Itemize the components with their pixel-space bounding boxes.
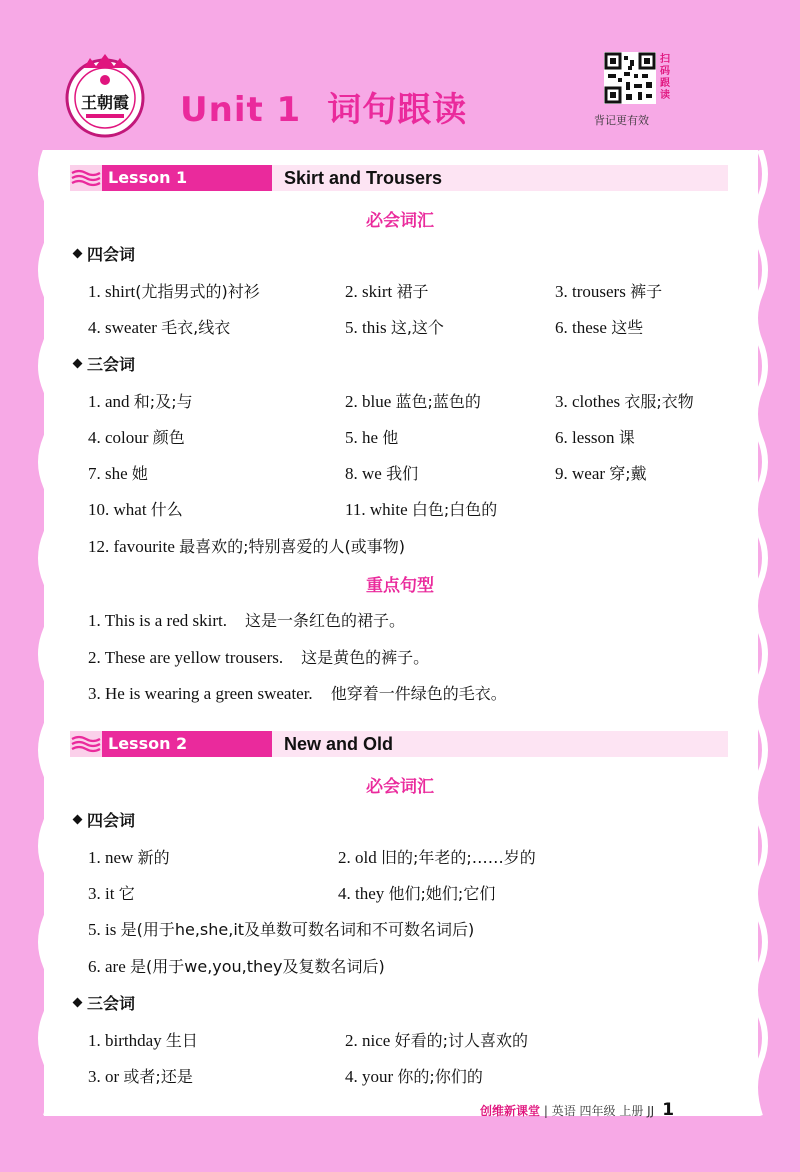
qr-side-label: 扫码跟读 [660, 54, 670, 101]
vocab-item: 4. they 他们;她们;它们 [338, 884, 496, 903]
vocab-item: 9. wear 穿;戴 [555, 464, 647, 483]
page-number: 1 [662, 1100, 675, 1120]
vocab-item: 2. old 旧的;年老的;……岁的 [338, 848, 536, 867]
stripes-icon [70, 731, 102, 757]
sentence-item: 3. He is wearing a green sweater. 他穿着一件绿色的毛衣。 [88, 684, 507, 703]
vocab-item: 6. are 是(用于we,you,they及复数名词后) [88, 957, 385, 976]
lesson-tag: Lesson 2 [102, 731, 272, 757]
vocab-item: 3. it 它 [88, 884, 135, 903]
vocab-item: 12. favourite 最喜欢的;特别喜爱的人(或事物) [88, 537, 405, 556]
section-title: 必会词汇 [366, 211, 434, 231]
vocab-item: 4. colour 颜色 [88, 428, 185, 447]
vocab-item: 10. what 什么 [88, 500, 183, 519]
logo-text: 王朝霞 [80, 93, 130, 112]
vocab-item: 4. sweater 毛衣,线衣 [88, 318, 231, 337]
vocab-item: 7. she 她 [88, 464, 148, 483]
vocab-item: 5. is 是(用于he,she,it及单数可数名词和不可数名词后) [88, 920, 475, 939]
page-footer: 创维新课堂 | 英语 四年级 上册 JJ 1 [480, 1100, 675, 1120]
vocab-item: 1. shirt(尤指男式的)衬衫 [88, 282, 260, 301]
page-title [180, 82, 467, 131]
sentence-item: 2. These are yellow trousers. 这是黄色的裤子。 [88, 648, 430, 667]
vocab-item: 3. clothes 衣服;衣物 [555, 392, 694, 411]
unit-subtitle: 词句跟读 [327, 90, 468, 130]
vocab-item: 1. birthday 生日 [88, 1031, 198, 1050]
stripes-icon [70, 165, 102, 191]
vocab-item: 1. new 新的 [88, 848, 170, 867]
category-label: 三会词 [74, 352, 135, 375]
vocab-item: 1. and 和;及;与 [88, 392, 193, 411]
logo-badge [62, 52, 148, 138]
vocab-item: 3. or 或者;还是 [88, 1067, 193, 1086]
section-title: 重点句型 [366, 576, 434, 596]
diamond-bullet-icon [73, 249, 83, 259]
vocab-item: 8. we 我们 [345, 464, 419, 483]
footer-brand: 创维新课堂 [480, 1104, 541, 1118]
header [0, 0, 800, 150]
footer-info: 英语 四年级 上册 JJ [551, 1104, 655, 1118]
lesson-1-header [70, 165, 728, 191]
vocab-item: 6. these 这些 [555, 318, 644, 337]
lesson-tag: Lesson 1 [102, 165, 272, 191]
vocab-item: 2. blue 蓝色;蓝色的 [345, 392, 481, 411]
lesson-name: New and Old [284, 734, 394, 754]
vocab-item: 2. skirt 裙子 [345, 282, 429, 301]
vocab-item: 4. your 你的;你们的 [345, 1067, 483, 1086]
unit-label: Unit 1 [180, 90, 302, 130]
category-label: 四会词 [74, 242, 135, 265]
diamond-bullet-icon [73, 815, 83, 825]
vocab-item: 2. nice 好看的;讨人喜欢的 [345, 1031, 528, 1050]
section-title: 必会词汇 [366, 777, 434, 797]
qr-code-icon[interactable] [604, 52, 656, 104]
vocab-item: 6. lesson 课 [555, 428, 635, 447]
sentence-item: 1. This is a red skirt. 这是一条红色的裙子。 [88, 611, 405, 630]
category-label: 四会词 [74, 808, 135, 831]
diamond-bullet-icon [73, 359, 83, 369]
vocab-item: 11. white 白色;白色的 [345, 500, 498, 519]
vocab-item: 5. this 这,这个 [345, 318, 444, 337]
qr-caption: 背记更有效 [594, 114, 649, 127]
vocab-item: 5. he 他 [345, 428, 399, 447]
vocab-item: 3. trousers 裤子 [555, 282, 663, 301]
diamond-bullet-icon [73, 998, 83, 1008]
lesson-2-header [70, 731, 728, 757]
lesson-name: Skirt and Trousers [284, 168, 443, 188]
category-label: 三会词 [74, 991, 135, 1014]
